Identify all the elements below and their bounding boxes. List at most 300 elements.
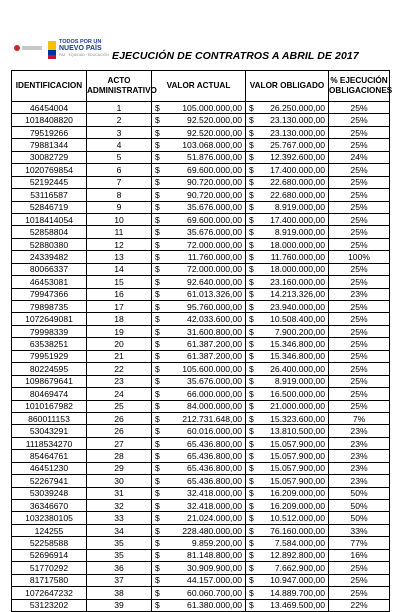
cell-identificacion: 53116587 (12, 189, 87, 201)
cell-currency-symbol: $ (152, 350, 166, 362)
cell-acto-administrativo: 21 (87, 350, 152, 362)
cell-ejecucion-pct: 25% (329, 338, 390, 350)
cell-valor-actual: 42.033.600,00 (166, 313, 246, 325)
cell-currency-symbol: $ (246, 475, 260, 487)
cell-acto-administrativo: 14 (87, 263, 152, 275)
table-row (12, 388, 390, 400)
table-row (12, 176, 390, 188)
cell-valor-actual: 72.000.000,00 (166, 263, 246, 275)
cell-acto-administrativo: 31 (87, 487, 152, 499)
cell-currency-symbol: $ (246, 114, 260, 126)
cell-identificacion: 124255 (12, 524, 87, 536)
cell-currency-symbol: $ (246, 301, 260, 313)
cell-acto-administrativo: 20 (87, 338, 152, 350)
cell-valor-obligado: 14.213.326,00 (260, 288, 329, 300)
cell-identificacion: 53123202 (12, 599, 87, 611)
cell-identificacion: 860011153 (12, 412, 87, 424)
cell-currency-symbol: $ (152, 325, 166, 337)
cell-currency-symbol: $ (152, 276, 166, 288)
table-row (12, 487, 390, 499)
table-row (12, 263, 390, 275)
cell-acto-administrativo: 3 (87, 126, 152, 138)
cell-acto-administrativo: 26 (87, 425, 152, 437)
cell-currency-symbol: $ (152, 251, 166, 263)
cell-valor-actual: 90.720.000,00 (166, 189, 246, 201)
cell-valor-actual: 61.387.200,00 (166, 350, 246, 362)
cell-currency-symbol: $ (246, 226, 260, 238)
cell-valor-obligado: 14.889.700,00 (260, 587, 329, 599)
cell-currency-symbol: $ (246, 462, 260, 474)
cell-acto-administrativo: 6 (87, 164, 152, 176)
column-header-valor-actual: VALOR ACTUAL (152, 71, 246, 102)
table-row (12, 375, 390, 387)
cell-identificacion: 24339482 (12, 251, 87, 263)
cell-valor-actual: 60.016.000,00 (166, 425, 246, 437)
table-row (12, 363, 390, 375)
cell-currency-symbol: $ (246, 487, 260, 499)
cell-valor-actual: 9.859.200,00 (166, 537, 246, 549)
cell-identificacion: 1018414054 (12, 213, 87, 225)
table-row (12, 201, 390, 213)
cell-currency-symbol: $ (152, 114, 166, 126)
cell-currency-symbol: $ (246, 288, 260, 300)
cell-identificacion: 53039248 (12, 487, 87, 499)
cell-acto-administrativo: 29 (87, 462, 152, 474)
cell-valor-obligado: 17.400.000,00 (260, 213, 329, 225)
cell-currency-symbol: $ (246, 151, 260, 163)
cell-ejecucion-pct: 22% (329, 599, 390, 611)
cell-currency-symbol: $ (246, 375, 260, 387)
table-row (12, 524, 390, 536)
cell-currency-symbol: $ (246, 325, 260, 337)
cell-identificacion: 80469474 (12, 388, 87, 400)
table-row (12, 325, 390, 337)
cell-ejecucion-pct: 25% (329, 201, 390, 213)
cell-identificacion: 81717580 (12, 574, 87, 586)
cell-valor-obligado: 12.392.600,00 (260, 151, 329, 163)
cell-valor-actual: 65.436.800,00 (166, 475, 246, 487)
cell-identificacion: 1018408820 (12, 114, 87, 126)
cell-currency-symbol: $ (246, 338, 260, 350)
cell-valor-obligado: 7.584.000,00 (260, 537, 329, 549)
cell-ejecucion-pct: 24% (329, 151, 390, 163)
cell-currency-symbol: $ (152, 301, 166, 313)
logo-text-mark (22, 46, 42, 50)
cell-identificacion: 1072649081 (12, 313, 87, 325)
cell-ejecucion-pct: 25% (329, 388, 390, 400)
cell-ejecucion-pct: 25% (329, 238, 390, 250)
table-row (12, 276, 390, 288)
cell-currency-symbol: $ (152, 562, 166, 574)
cell-identificacion: 85464761 (12, 450, 87, 462)
cell-ejecucion-pct: 25% (329, 189, 390, 201)
cell-acto-administrativo: 38 (87, 587, 152, 599)
cell-valor-actual: 69.600.000,00 (166, 164, 246, 176)
cell-valor-obligado: 22.680.000,00 (260, 189, 329, 201)
cell-currency-symbol: $ (152, 151, 166, 163)
cell-identificacion: 79947366 (12, 288, 87, 300)
cell-acto-administrativo: 8 (87, 189, 152, 201)
cell-currency-symbol: $ (152, 176, 166, 188)
cell-identificacion: 1072647232 (12, 587, 87, 599)
cell-identificacion: 79951929 (12, 350, 87, 362)
column-header-acto: ACTO ADMINISTRATIVO (87, 71, 152, 102)
cell-acto-administrativo: 12 (87, 238, 152, 250)
cell-currency-symbol: $ (152, 139, 166, 151)
cell-acto-administrativo: 35 (87, 537, 152, 549)
cell-acto-administrativo: 39 (87, 599, 152, 611)
cell-ejecucion-pct: 7% (329, 412, 390, 424)
table-row (12, 301, 390, 313)
cell-identificacion: 46454004 (12, 102, 87, 114)
cell-valor-obligado: 8.919.000,00 (260, 226, 329, 238)
table-row (12, 462, 390, 474)
table-row (12, 338, 390, 350)
cell-currency-symbol: $ (152, 412, 166, 424)
cell-valor-actual: 69.600.000,00 (166, 213, 246, 225)
cell-ejecucion-pct: 25% (329, 213, 390, 225)
cell-ejecucion-pct: 50% (329, 500, 390, 512)
cell-currency-symbol: $ (152, 599, 166, 611)
cell-acto-administrativo: 1 (87, 102, 152, 114)
cell-acto-administrativo: 26 (87, 412, 152, 424)
cell-currency-symbol: $ (152, 587, 166, 599)
cell-currency-symbol: $ (152, 549, 166, 561)
table-row (12, 251, 390, 263)
cell-currency-symbol: $ (152, 189, 166, 201)
table-row (12, 574, 390, 586)
cell-currency-symbol: $ (246, 276, 260, 288)
cell-valor-actual: 44.157.000,00 (166, 574, 246, 586)
cell-acto-administrativo: 7 (87, 176, 152, 188)
table-row (12, 437, 390, 449)
cell-currency-symbol: $ (246, 189, 260, 201)
cell-ejecucion-pct: 25% (329, 350, 390, 362)
cell-valor-actual: 35.676.000,00 (166, 226, 246, 238)
cell-currency-symbol: $ (152, 288, 166, 300)
table-row (12, 288, 390, 300)
cell-valor-actual: 21.024.000,00 (166, 512, 246, 524)
cell-currency-symbol: $ (246, 313, 260, 325)
cell-valor-actual: 105.000.000,00 (166, 102, 246, 114)
cell-identificacion: 52880380 (12, 238, 87, 250)
cell-acto-administrativo: 27 (87, 437, 152, 449)
cell-ejecucion-pct: 23% (329, 288, 390, 300)
cell-valor-actual: 11.760.000,00 (166, 251, 246, 263)
cell-currency-symbol: $ (246, 126, 260, 138)
cell-valor-obligado: 21.000.000,00 (260, 400, 329, 412)
cell-ejecucion-pct: 23% (329, 425, 390, 437)
cell-valor-obligado: 23.130.000,00 (260, 114, 329, 126)
cell-currency-symbol: $ (246, 537, 260, 549)
cell-valor-obligado: 10.512.000,00 (260, 512, 329, 524)
cell-ejecucion-pct: 25% (329, 126, 390, 138)
table-row (12, 500, 390, 512)
cell-valor-actual: 61.387.200,00 (166, 338, 246, 350)
cell-valor-actual: 30.909.900,00 (166, 562, 246, 574)
cell-identificacion: 52267941 (12, 475, 87, 487)
table-row (12, 114, 390, 126)
cell-ejecucion-pct: 25% (329, 574, 390, 586)
cell-valor-actual: 32.418.000,00 (166, 500, 246, 512)
logo-line-3: PAZ · EQUIDAD · EDUCACIÓN (59, 53, 109, 57)
cell-acto-administrativo: 16 (87, 288, 152, 300)
cell-valor-actual: 92.520.000,00 (166, 126, 246, 138)
cell-currency-symbol: $ (246, 263, 260, 275)
cell-currency-symbol: $ (246, 450, 260, 462)
cell-ejecucion-pct: 25% (329, 375, 390, 387)
cell-ejecucion-pct: 25% (329, 164, 390, 176)
cell-valor-obligado: 12.892.800,00 (260, 549, 329, 561)
cell-ejecucion-pct: 25% (329, 226, 390, 238)
cell-valor-actual: 103.068.000,00 (166, 139, 246, 151)
cell-valor-actual: 32.418.000,00 (166, 487, 246, 499)
cell-ejecucion-pct: 23% (329, 450, 390, 462)
cell-acto-administrativo: 9 (87, 201, 152, 213)
cell-identificacion: 52858804 (12, 226, 87, 238)
cell-currency-symbol: $ (246, 400, 260, 412)
cell-currency-symbol: $ (152, 537, 166, 549)
cell-currency-symbol: $ (246, 425, 260, 437)
table-row (12, 412, 390, 424)
cell-acto-administrativo: 13 (87, 251, 152, 263)
cell-currency-symbol: $ (152, 338, 166, 350)
cell-currency-symbol: $ (152, 400, 166, 412)
cell-valor-actual: 95.760.000,00 (166, 301, 246, 313)
cell-identificacion: 46451230 (12, 462, 87, 474)
table-row (12, 512, 390, 524)
cell-currency-symbol: $ (246, 164, 260, 176)
cell-ejecucion-pct: 50% (329, 512, 390, 524)
cell-valor-obligado: 17.400.000,00 (260, 164, 329, 176)
cell-valor-obligado: 8.919.000,00 (260, 375, 329, 387)
cell-valor-obligado: 7.900.200,00 (260, 325, 329, 337)
cell-ejecucion-pct: 23% (329, 437, 390, 449)
cell-valor-actual: 31.600.800,00 (166, 325, 246, 337)
cell-currency-symbol: $ (246, 524, 260, 536)
cell-identificacion: 30082729 (12, 151, 87, 163)
cell-ejecucion-pct: 25% (329, 263, 390, 275)
cell-currency-symbol: $ (246, 350, 260, 362)
cell-valor-obligado: 26.250.000,00 (260, 102, 329, 114)
ministry-logo (14, 44, 42, 52)
cell-currency-symbol: $ (152, 450, 166, 462)
cell-currency-symbol: $ (246, 412, 260, 424)
cell-currency-symbol: $ (152, 201, 166, 213)
cell-ejecucion-pct: 25% (329, 363, 390, 375)
cell-currency-symbol: $ (246, 587, 260, 599)
table-row (12, 599, 390, 611)
cell-acto-administrativo: 30 (87, 475, 152, 487)
column-header-pct: % EJECUCIÓN OBLIGACIONES (329, 71, 390, 102)
cell-valor-obligado: 22.680.000,00 (260, 176, 329, 188)
cell-valor-actual: 92.520.000,00 (166, 114, 246, 126)
cell-currency-symbol: $ (152, 164, 166, 176)
cell-currency-symbol: $ (152, 462, 166, 474)
cell-valor-obligado: 7.662.900,00 (260, 562, 329, 574)
cell-valor-obligado: 23.130.000,00 (260, 126, 329, 138)
cell-valor-obligado: 25.767.000,00 (260, 139, 329, 151)
cell-ejecucion-pct: 25% (329, 313, 390, 325)
cell-identificacion: 36346670 (12, 500, 87, 512)
cell-identificacion: 79519266 (12, 126, 87, 138)
cell-currency-symbol: $ (246, 549, 260, 561)
cell-currency-symbol: $ (246, 238, 260, 250)
cell-valor-obligado: 76.160.000,00 (260, 524, 329, 536)
cell-currency-symbol: $ (152, 102, 166, 114)
cell-currency-symbol: $ (246, 562, 260, 574)
cell-valor-actual: 92.640.000,00 (166, 276, 246, 288)
cell-ejecucion-pct: 25% (329, 325, 390, 337)
document-header (0, 0, 400, 68)
cell-valor-obligado: 15.057.900,00 (260, 462, 329, 474)
table-row (12, 226, 390, 238)
cell-ejecucion-pct: 25% (329, 301, 390, 313)
contracts-table (11, 70, 393, 612)
cell-valor-actual: 228.480.000,00 (166, 524, 246, 536)
cell-identificacion: 79898735 (12, 301, 87, 313)
table-row (12, 151, 390, 163)
cell-currency-symbol: $ (152, 437, 166, 449)
cell-valor-actual: 61.380.000,00 (166, 599, 246, 611)
cell-valor-obligado: 13.469.500,00 (260, 599, 329, 611)
logo-dot-icon (14, 45, 20, 51)
table-row (12, 450, 390, 462)
cell-identificacion: 79998339 (12, 325, 87, 337)
cell-acto-administrativo: 15 (87, 276, 152, 288)
cell-currency-symbol: $ (152, 512, 166, 524)
cell-valor-obligado: 23.160.000,00 (260, 276, 329, 288)
cell-identificacion: 52192445 (12, 176, 87, 188)
table-row (12, 562, 390, 574)
cell-identificacion: 1118534270 (12, 437, 87, 449)
cell-valor-obligado: 15.346.800,00 (260, 338, 329, 350)
cell-identificacion: 1010167982 (12, 400, 87, 412)
cell-currency-symbol: $ (152, 313, 166, 325)
cell-identificacion: 46453081 (12, 276, 87, 288)
cell-ejecucion-pct: 25% (329, 139, 390, 151)
cell-ejecucion-pct: 25% (329, 276, 390, 288)
table-row (12, 537, 390, 549)
cell-currency-symbol: $ (152, 375, 166, 387)
cell-currency-symbol: $ (152, 574, 166, 586)
cell-currency-symbol: $ (246, 437, 260, 449)
table-row (12, 164, 390, 176)
cell-valor-actual: 105.600.000,00 (166, 363, 246, 375)
cell-valor-actual: 90.720.000,00 (166, 176, 246, 188)
cell-valor-actual: 61.013.326,00 (166, 288, 246, 300)
cell-ejecucion-pct: 25% (329, 114, 390, 126)
logo-line-1: TODOS POR UN (59, 39, 102, 45)
cell-currency-symbol: $ (152, 388, 166, 400)
cell-currency-symbol: $ (152, 500, 166, 512)
cell-acto-administrativo: 36 (87, 562, 152, 574)
government-logo-text (59, 39, 109, 58)
logo-line-2: NUEVO PAÍS (59, 45, 102, 52)
cell-valor-actual: 65.436.800,00 (166, 462, 246, 474)
cell-identificacion: 80224595 (12, 363, 87, 375)
cell-currency-symbol: $ (152, 363, 166, 375)
cell-currency-symbol: $ (152, 425, 166, 437)
cell-valor-obligado: 16.500.000,00 (260, 388, 329, 400)
table-row (12, 350, 390, 362)
table-row (12, 475, 390, 487)
cell-acto-administrativo: 35 (87, 549, 152, 561)
cell-acto-administrativo: 5 (87, 151, 152, 163)
cell-currency-symbol: $ (152, 475, 166, 487)
colombia-flag-icon (48, 41, 56, 59)
cell-acto-administrativo: 11 (87, 226, 152, 238)
cell-ejecucion-pct: 100% (329, 251, 390, 263)
cell-ejecucion-pct: 25% (329, 176, 390, 188)
cell-identificacion: 53043291 (12, 425, 87, 437)
cell-acto-administrativo: 18 (87, 313, 152, 325)
cell-valor-actual: 60.060.700,00 (166, 587, 246, 599)
cell-acto-administrativo: 10 (87, 213, 152, 225)
table-body (12, 102, 390, 612)
cell-valor-obligado: 15.057.900,00 (260, 437, 329, 449)
cell-currency-symbol: $ (246, 201, 260, 213)
cell-valor-obligado: 10.947.000,00 (260, 574, 329, 586)
cell-valor-obligado: 23.940.000,00 (260, 301, 329, 313)
cell-currency-symbol: $ (152, 213, 166, 225)
cell-valor-actual: 51.876.000,00 (166, 151, 246, 163)
cell-acto-administrativo: 23 (87, 375, 152, 387)
cell-currency-symbol: $ (246, 102, 260, 114)
table-row (12, 425, 390, 437)
cell-currency-symbol: $ (246, 512, 260, 524)
cell-ejecucion-pct: 50% (329, 487, 390, 499)
cell-valor-obligado: 8.919.000,00 (260, 201, 329, 213)
cell-acto-administrativo: 28 (87, 450, 152, 462)
cell-acto-administrativo: 34 (87, 524, 152, 536)
cell-currency-symbol: $ (246, 139, 260, 151)
column-header-valor-obligado: VALOR OBLIGADO (246, 71, 329, 102)
cell-currency-symbol: $ (246, 599, 260, 611)
cell-ejecucion-pct: 77% (329, 537, 390, 549)
document-title: EJECUCIÓN DE CONTRATROS A ABRIL DE 2017 (112, 50, 359, 62)
cell-ejecucion-pct: 16% (329, 549, 390, 561)
cell-valor-obligado: 15.346.800,00 (260, 350, 329, 362)
cell-valor-actual: 35.676.000,00 (166, 375, 246, 387)
cell-ejecucion-pct: 23% (329, 462, 390, 474)
table-row (12, 102, 390, 114)
cell-identificacion: 51770292 (12, 562, 87, 574)
cell-ejecucion-pct: 33% (329, 524, 390, 536)
table-row (12, 400, 390, 412)
cell-acto-administrativo: 17 (87, 301, 152, 313)
cell-currency-symbol: $ (246, 251, 260, 263)
table-row (12, 238, 390, 250)
cell-identificacion: 52258588 (12, 537, 87, 549)
cell-acto-administrativo: 4 (87, 139, 152, 151)
column-header-id: IDENTIFICACION (12, 71, 87, 102)
cell-acto-administrativo: 33 (87, 512, 152, 524)
cell-ejecucion-pct: 23% (329, 475, 390, 487)
cell-currency-symbol: $ (152, 487, 166, 499)
cell-valor-obligado: 13.810.500,00 (260, 425, 329, 437)
government-logo (48, 39, 109, 63)
table-row (12, 313, 390, 325)
cell-identificacion: 80066337 (12, 263, 87, 275)
table-row (12, 126, 390, 138)
cell-ejecucion-pct: 25% (329, 562, 390, 574)
cell-valor-actual: 35.676.000,00 (166, 201, 246, 213)
cell-identificacion: 79881344 (12, 139, 87, 151)
cell-currency-symbol: $ (246, 176, 260, 188)
cell-currency-symbol: $ (246, 213, 260, 225)
cell-valor-obligado: 10.508.400,00 (260, 313, 329, 325)
